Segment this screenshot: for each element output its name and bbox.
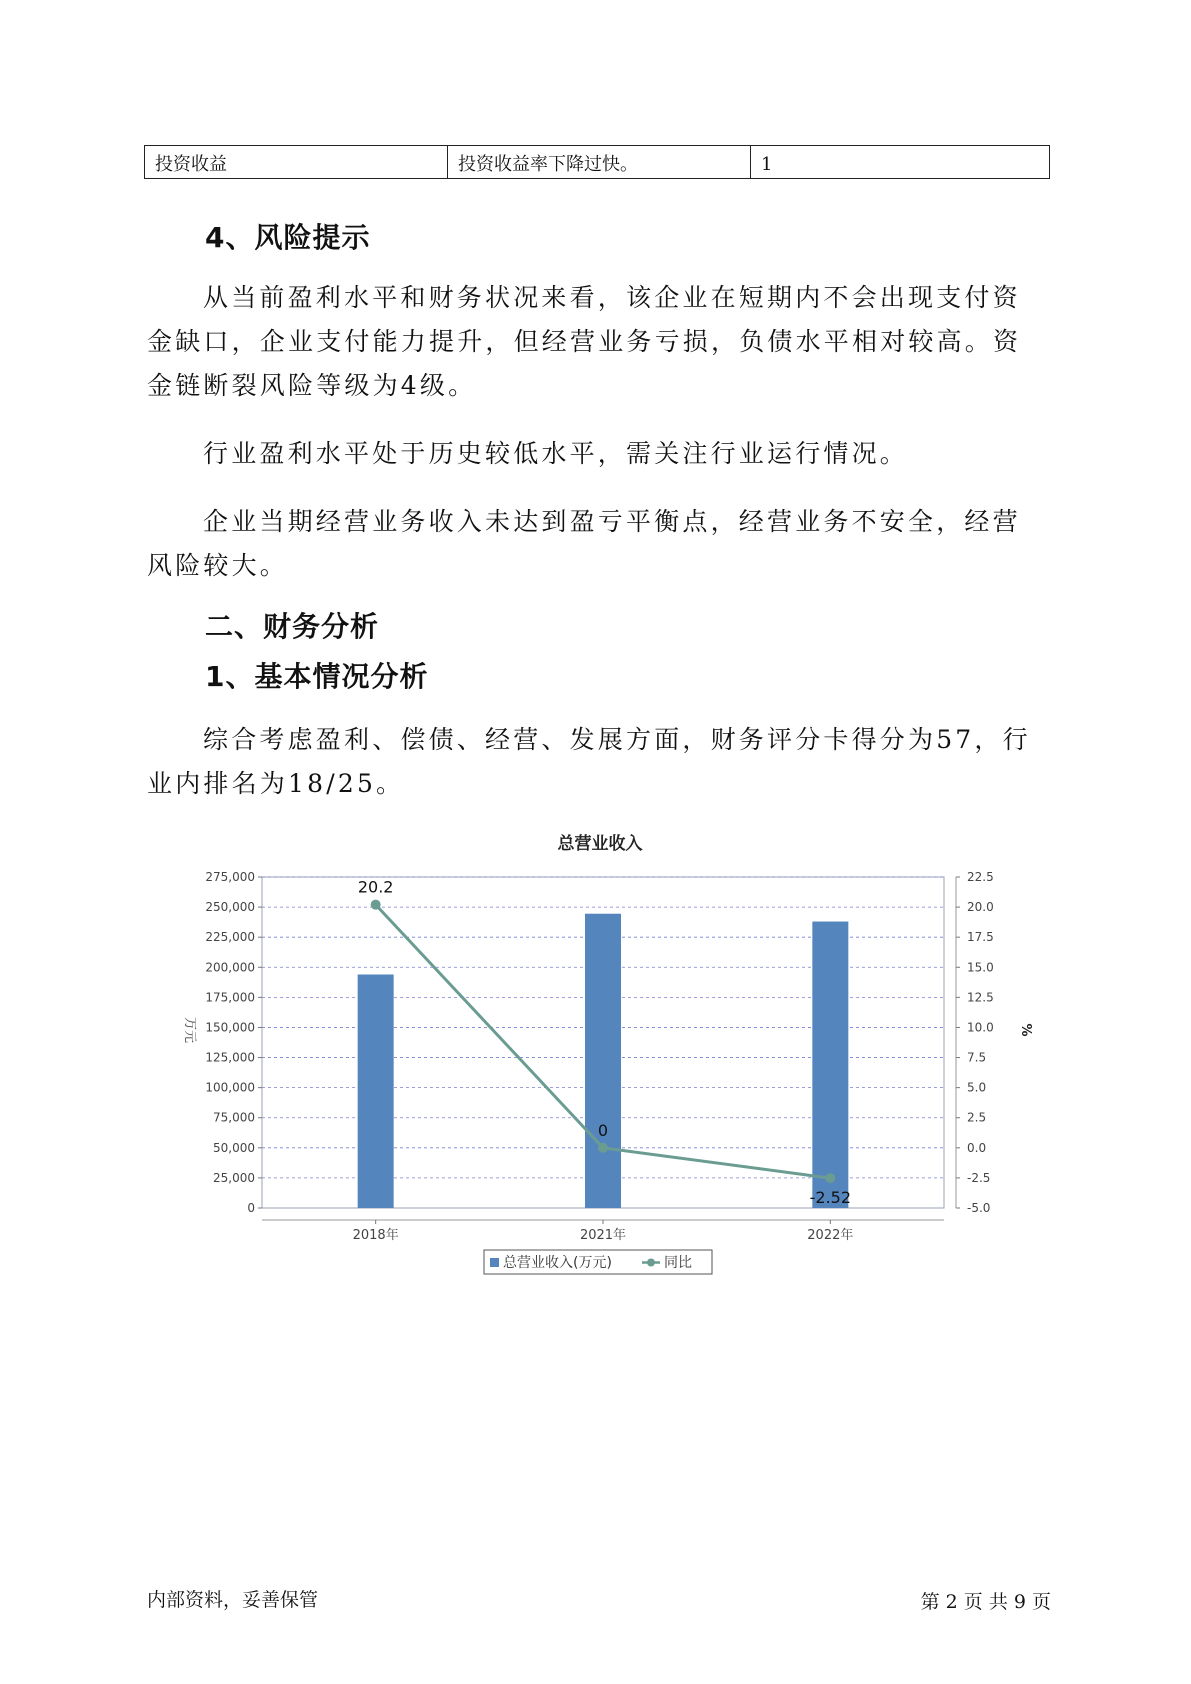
risk-paragraph-1: 从当前盈利水平和财务状况来看，该企业在短期内不会出现支付资金缺口，企业支付能力提升，但经营业务亏损，负债水平相对较高。资金链断裂风险等级为4级。 xyxy=(147,283,1022,400)
table-row xyxy=(145,146,1050,179)
legend-bar-swatch xyxy=(490,1258,499,1267)
bar-2022年 xyxy=(812,922,848,1208)
financial-heading: 二、财务分析 xyxy=(205,610,380,643)
y-axis-ticks xyxy=(205,870,262,1215)
y2-tick-label: -2.5 xyxy=(967,1170,991,1185)
bar-2021年 xyxy=(585,914,621,1208)
yoy-point xyxy=(598,1143,608,1153)
y-tick-label: 275,000 xyxy=(205,870,255,884)
y2-axis-label: % xyxy=(1018,1023,1033,1037)
risk-table xyxy=(144,145,1050,179)
y-tick-label: 0 xyxy=(247,1201,255,1215)
y2-tick-label: 7.5 xyxy=(967,1050,987,1065)
basic-analysis-heading: 1、基本情况分析 xyxy=(205,660,429,693)
table-cell-description: 投资收益率下降过快。 xyxy=(448,146,751,179)
y-tick-label: 250,000 xyxy=(205,900,255,915)
table-cell-item: 投资收益 xyxy=(145,146,448,179)
risk-paragraph-3: 企业当期经营业务收入未达到盈亏平衡点，经营业务不安全，经营风险较大。 xyxy=(147,507,1021,580)
footer-page-number: 第 2 页 共 9 页 xyxy=(920,1591,1051,1613)
y-tick-label: 100,000 xyxy=(205,1080,255,1095)
yoy-data-label: -2.52 xyxy=(809,1188,852,1208)
yoy-point xyxy=(371,900,381,910)
y2-tick-label: 0.0 xyxy=(967,1140,987,1155)
y2-tick-label: 5.0 xyxy=(967,1080,987,1095)
x-tick-label: 2022年 xyxy=(807,1228,854,1243)
chart-legend xyxy=(484,1250,712,1274)
x-tick-label: 2018年 xyxy=(352,1228,399,1243)
bar-2018年 xyxy=(358,974,394,1208)
y-tick-label: 50,000 xyxy=(213,1140,255,1155)
risk-paragraph-2: 行业盈利水平处于历史较低水平，需关注行业运行情况。 xyxy=(203,439,909,468)
legend-label-yoy: 同比 xyxy=(664,1255,692,1271)
y-tick-label: 200,000 xyxy=(205,960,255,975)
y-tick-label: 225,000 xyxy=(205,930,255,945)
footer-confidential: 内部资料，妥善保管 xyxy=(147,1589,319,1611)
y2-tick-label: 22.5 xyxy=(967,870,994,884)
y2-tick-label: 15.0 xyxy=(967,960,994,975)
table-cell-level: 1 xyxy=(751,146,1050,179)
y-axis-label: 万元 xyxy=(182,1016,197,1044)
basic-analysis-paragraph: 综合考虑盈利、偿债、经营、发展方面，财务评分卡得分为57，行业内排名为18/25。 xyxy=(147,725,1031,798)
y-tick-label: 75,000 xyxy=(213,1110,255,1125)
y2-tick-label: 17.5 xyxy=(967,930,994,945)
chart-title: 总营业收入 xyxy=(557,834,643,854)
yoy-point xyxy=(825,1173,835,1183)
y-tick-label: 125,000 xyxy=(205,1050,255,1065)
yoy-data-label: 0 xyxy=(597,1120,609,1140)
y-tick-label: 175,000 xyxy=(205,990,255,1005)
y-tick-label: 25,000 xyxy=(213,1170,255,1185)
y2-tick-label: 10.0 xyxy=(967,1020,994,1035)
yoy-data-label: 20.2 xyxy=(357,877,394,897)
y2-axis-ticks xyxy=(956,870,994,1215)
legend-line-marker xyxy=(647,1259,655,1267)
legend-label-revenue: 总营业收入(万元) xyxy=(503,1255,612,1271)
y2-tick-label: 12.5 xyxy=(967,990,994,1005)
x-tick-label: 2021年 xyxy=(579,1228,627,1243)
x-axis-ticks xyxy=(353,1220,854,1243)
y2-tick-label: -5.0 xyxy=(967,1201,991,1215)
risk-heading: 4、风险提示 xyxy=(205,221,371,254)
y-tick-label: 150,000 xyxy=(205,1020,255,1035)
revenue-chart xyxy=(170,830,1033,1310)
y2-tick-label: 20.0 xyxy=(967,900,994,915)
y2-tick-label: 2.5 xyxy=(967,1110,987,1125)
